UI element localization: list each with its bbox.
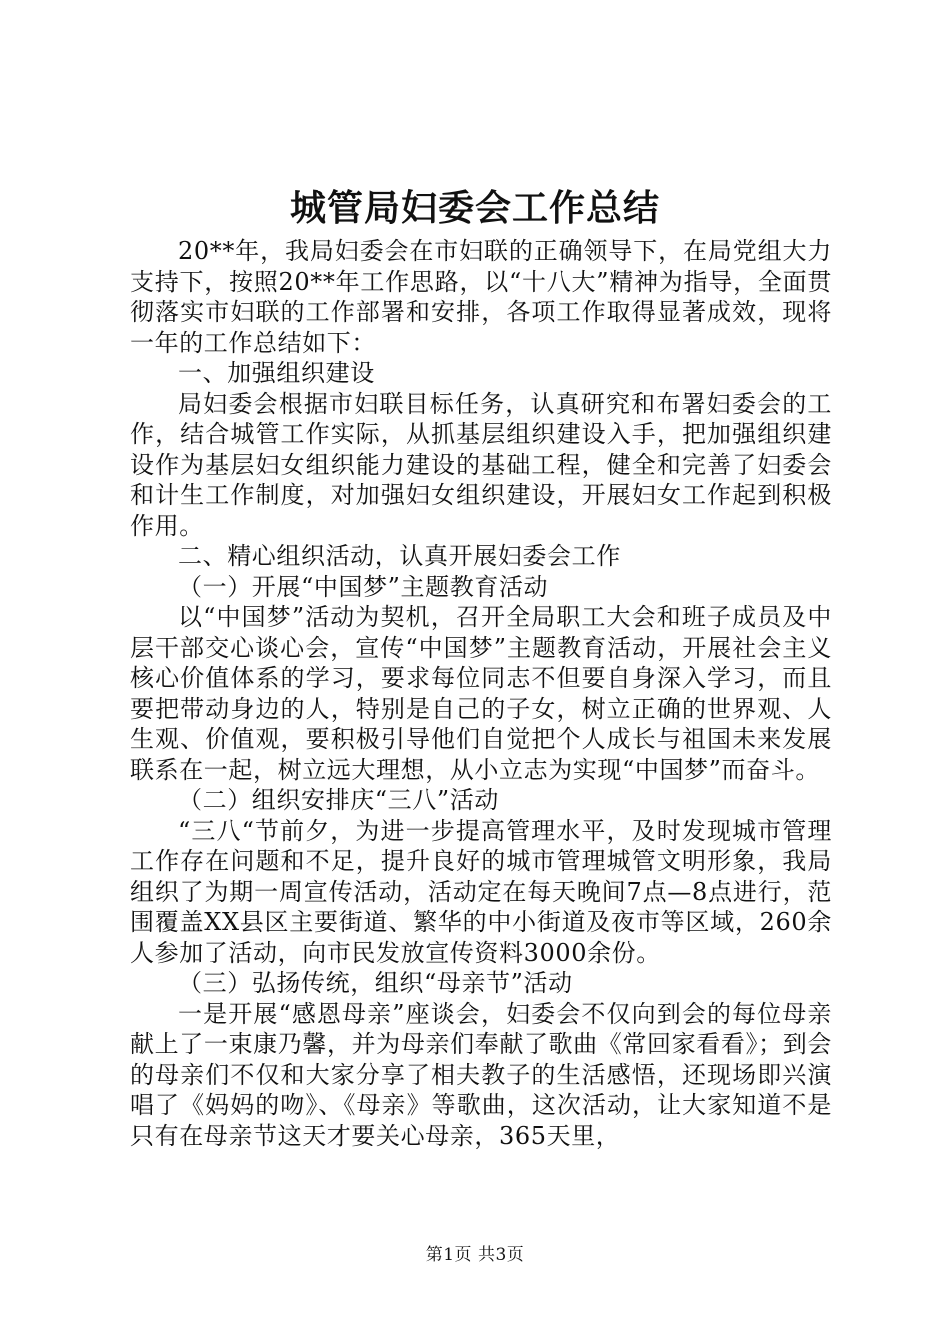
document-title: 城管局妇委会工作总结: [289, 187, 660, 229]
subsection-heading-2: （二）组织安排庆“三八”活动: [178, 786, 499, 814]
paragraph-china-dream: 以“中国梦”活动为契机，召开全局职工大会和班子成员及中层干部交心谈心会，宣传“中国梦”主题教育活动，开展社会主义核心价值体系的学习，要求每位同志不但要自身深入学习，而且要把带动身边的人，特别是自己的子女，树立正确的世界观、人生观、价值观，要积极引导他们自觉把个人成长与祖国未来发展联系在一起，树立远大理想，从小立志为实现“中国梦”而奋斗。: [130, 603, 832, 784]
paragraph-intro: 20**年，我局妇委会在市妇联的正确领导下，在局党组大力支持下，按照20**年工作思路，以“十八大”精神为指导，全面贯彻落实市妇联的工作部署和安排，各项工作取得显著成效，现将一年的工作总结如下：: [130, 237, 832, 357]
paragraph-march-eighth: “三八“节前夕，为进一步提高管理水平，及时发现城市管理工作存在问题和不足，提升良好的城市管理城管文明形象，我局组织了为期一周宣传活动，活动定在每天晚间7点—8点进行，范围覆盖XX县区主要街道、繁华的中小街道及夜市等区域，260余人参加了活动，向市民发放宣传资料3000余份。: [130, 816, 832, 967]
section-heading-1: 一、加强组织建设: [178, 359, 375, 387]
subsection-heading-3: （三）弘扬传统，组织“母亲节”活动: [178, 969, 573, 997]
paragraph-organization: 局妇委会根据市妇联目标任务，认真研究和布署妇委会的工作，结合城管工作实际，从抓基层组织建设入手，把加强组织建设作为基层妇女组织能力建设的基础工程，健全和完善了妇委会和计生工作制度，对加强妇女组织建设，开展妇女工作起到积极作用。: [130, 389, 832, 540]
paragraph-mothers-day: 一是开展“感恩母亲”座谈会，妇委会不仅向到会的每位母亲献上了一束康乃馨，并为母亲们奉献了歌曲《常回家看看》；到会的母亲们不仅和大家分享了相夫教子的生活感悟，还现场即兴演唱了《妈妈的吻》、《母亲》等歌曲，这次活动，让大家知道不是只有在母亲节这天才要关心母亲，365天里，: [130, 999, 832, 1150]
subsection-heading-1: （一）开展“中国梦”主题教育活动: [178, 572, 549, 601]
page-footer: 第1页 共3页: [425, 1245, 525, 1265]
section-heading-2: 二、精心组织活动，认真开展妇委会工作: [178, 542, 621, 570]
document-body: [130, 236, 832, 1151]
